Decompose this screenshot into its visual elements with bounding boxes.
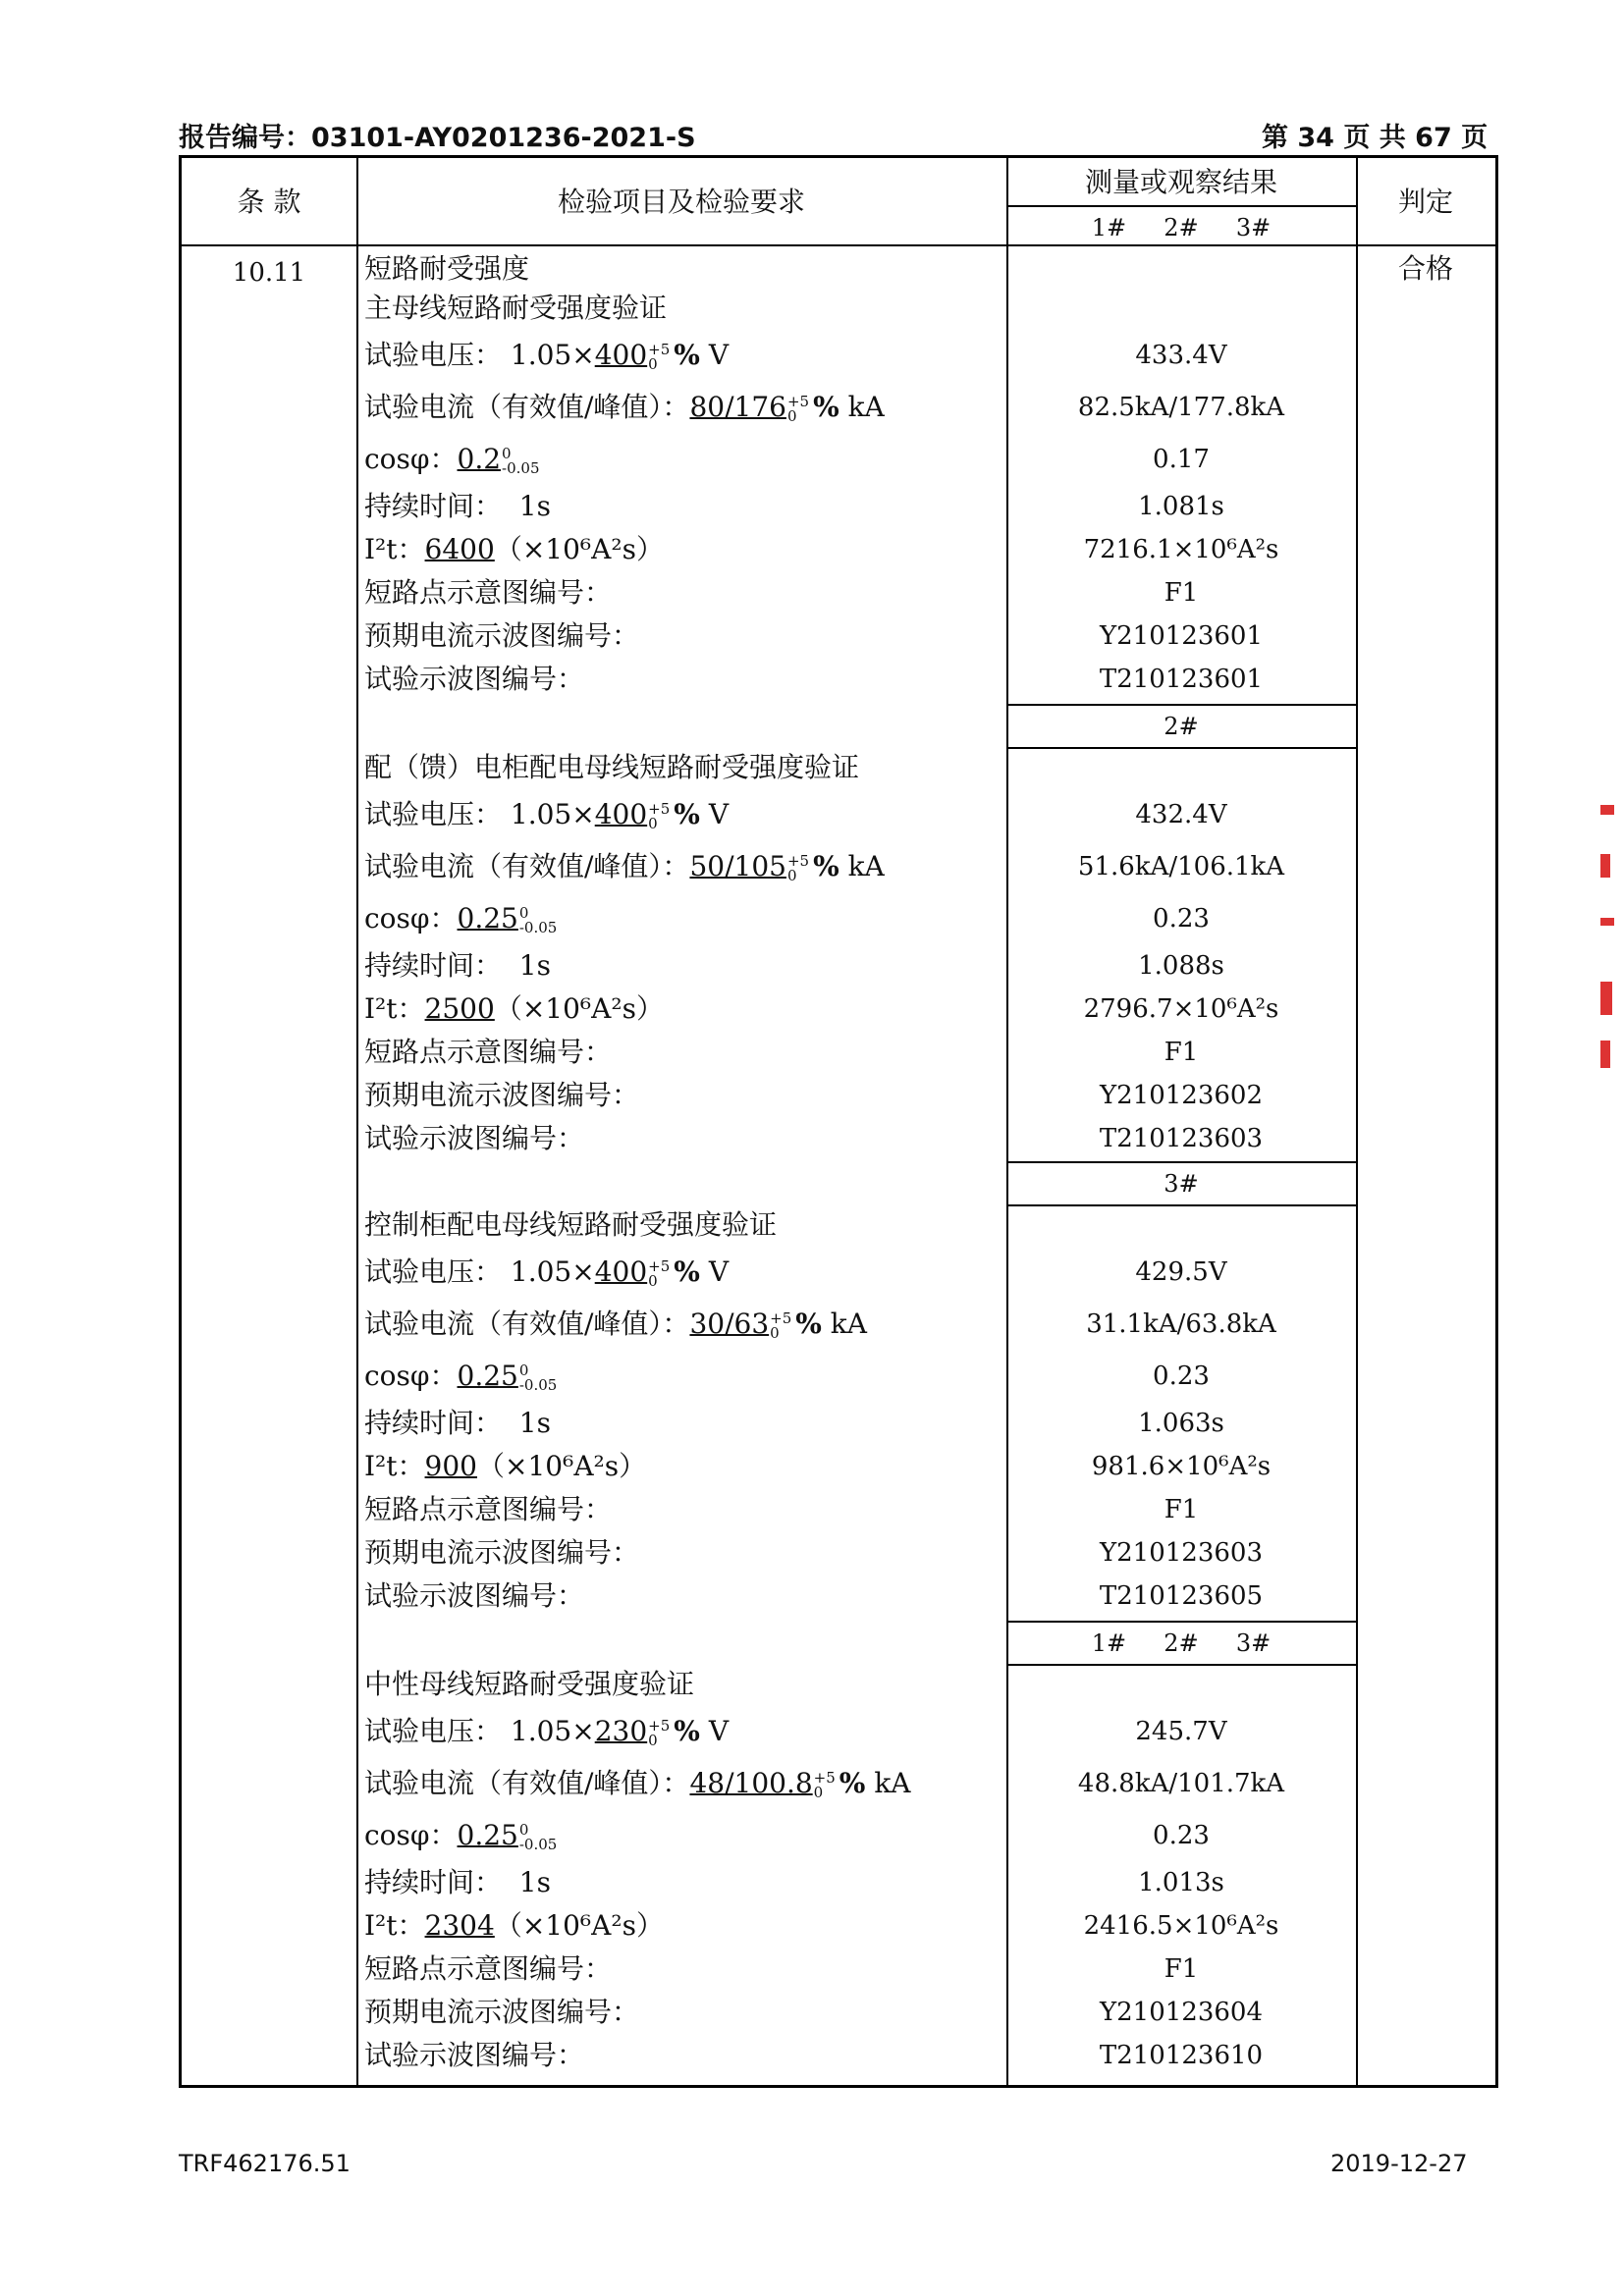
stamp-fragment <box>1600 805 1614 815</box>
current-unit: kA <box>830 1308 867 1340</box>
duration-requirement: 持续时间： 1s <box>364 1866 551 1898</box>
tolerance-lower: 0 <box>786 406 797 425</box>
measured-result: 432.4V <box>1135 800 1227 829</box>
test-table <box>179 155 1498 2088</box>
row-divider <box>1006 704 1356 706</box>
verdict-header: 判定 <box>1397 186 1453 218</box>
voltage-value: 400 <box>594 1255 648 1288</box>
cos-value: 0.25 <box>457 1819 518 1851</box>
current-requirement <box>364 391 885 424</box>
tolerance-stack <box>648 1256 671 1290</box>
i2t-value: 900 <box>424 1450 477 1482</box>
measured-result: 1.088s <box>1138 951 1224 981</box>
tolerance-lower: -0.05 <box>502 458 540 477</box>
current-value: 48/100.8 <box>689 1767 813 1799</box>
short-circuit-point-label: 短路点示意图编号： <box>364 1493 613 1525</box>
result-header: 测量或观察结果 <box>1084 166 1277 198</box>
tolerance-lower: -0.05 <box>518 1835 558 1853</box>
tolerance-upper: 0 <box>518 1820 529 1839</box>
tolerance-lower: 0 <box>813 1783 824 1801</box>
i2t-value: 2500 <box>424 992 495 1025</box>
header-divider <box>182 244 1495 246</box>
i2t-value: 6400 <box>424 533 495 565</box>
cos-label: cosφ： <box>364 1819 458 1851</box>
row-divider <box>1006 747 1356 749</box>
duration-requirement: 持续时间： 1s <box>364 490 551 522</box>
power-factor-requirement <box>364 902 561 935</box>
i2t-requirement <box>364 1909 664 1943</box>
cos-value: 0.25 <box>457 902 518 934</box>
power-factor-requirement <box>364 1819 561 1852</box>
tolerance-stack <box>519 1363 557 1393</box>
measured-result: F1 <box>1164 1495 1199 1524</box>
clause-number: 10.11 <box>232 258 306 288</box>
tolerance-upper: +5 <box>786 392 810 410</box>
measured-result: 2796.7×10⁶A²s <box>1083 994 1279 1024</box>
voltage-unit: V <box>708 339 730 371</box>
prospective-oscillogram-label: 预期电流示波图编号： <box>364 1996 640 2028</box>
tolerance-lower: 0 <box>648 354 658 373</box>
current-unit: kA <box>874 1767 911 1799</box>
current-value: 30/63 <box>689 1308 770 1340</box>
i2t-unit: （×10⁶A²s） <box>494 992 664 1025</box>
current-requirement <box>364 850 885 883</box>
measured-result: 1.063s <box>1138 1409 1224 1438</box>
duration-requirement: 持续时间： 1s <box>364 949 551 982</box>
cos-label: cosφ： <box>364 1360 458 1392</box>
form-date: 2019-12-27 <box>1330 2150 1468 2177</box>
voltage-value: 400 <box>594 339 648 371</box>
measured-result: 82.5kA/177.8kA <box>1077 393 1285 422</box>
short-circuit-point-label: 短路点示意图编号： <box>364 1952 613 1985</box>
current-unit: kA <box>847 391 885 423</box>
cos-label: cosφ： <box>364 443 458 475</box>
voltage-label: 试验电压： 1.05× <box>364 339 595 371</box>
tolerance-upper: +5 <box>648 799 671 818</box>
row-divider <box>1006 1161 1356 1163</box>
tolerance-stack <box>786 392 810 425</box>
voltage-unit: V <box>708 798 730 830</box>
voltage-requirement <box>364 1715 729 1748</box>
stamp-fragment <box>1600 982 1612 1015</box>
voltage-value: 400 <box>594 798 648 830</box>
i2t-value: 2304 <box>424 1909 495 1942</box>
tolerance-stack <box>813 1768 836 1801</box>
measured-result: F1 <box>1164 578 1199 608</box>
voltage-requirement <box>364 339 729 372</box>
sample-label: 2# <box>1164 713 1199 740</box>
tolerance-stack <box>648 1716 671 1749</box>
measured-result: 2416.5×10⁶A²s <box>1083 1911 1279 1941</box>
tolerance-stack <box>648 799 671 832</box>
i2t-requirement <box>364 992 664 1026</box>
measured-result: 245.7V <box>1135 1717 1227 1746</box>
measured-result: 31.1kA/63.8kA <box>1086 1309 1276 1339</box>
cos-label: cosφ： <box>364 902 458 934</box>
measured-result: 429.5V <box>1135 1257 1227 1287</box>
percent-sign: % <box>795 1308 822 1340</box>
tolerance-lower: -0.05 <box>518 1375 558 1394</box>
measured-result: T210123601 <box>1099 665 1264 694</box>
tolerance-lower: 0 <box>770 1323 780 1342</box>
tolerance-stack <box>786 851 810 884</box>
measured-result: Y210123604 <box>1099 1998 1264 2027</box>
i2t-unit: （×10⁶A²s） <box>494 1909 664 1942</box>
prospective-oscillogram-label: 预期电流示波图编号： <box>364 619 640 652</box>
i2t-label: I²t： <box>364 1450 425 1482</box>
tolerance-upper: 0 <box>518 1361 529 1379</box>
cos-value: 0.25 <box>457 1360 518 1392</box>
test-oscillogram-label: 试验示波图编号： <box>364 1122 585 1154</box>
stamp-fragment <box>1600 918 1614 926</box>
tolerance-upper: 0 <box>518 903 529 922</box>
tolerance-upper: +5 <box>648 340 671 358</box>
test-title: 短路耐受强度 <box>364 252 530 285</box>
voltage-unit: V <box>708 1715 730 1747</box>
tolerance-stack <box>518 903 558 936</box>
tolerance-lower: -0.05 <box>518 918 558 936</box>
i2t-requirement <box>364 1450 646 1483</box>
voltage-unit: V <box>708 1255 730 1288</box>
i2t-unit: （×10⁶A²s） <box>494 533 664 565</box>
voltage-value: 230 <box>594 1715 648 1747</box>
tolerance-lower: 0 <box>648 1731 658 1749</box>
short-circuit-point-label: 短路点示意图编号： <box>364 1036 613 1068</box>
voltage-label: 试验电压： 1.05× <box>364 1715 595 1747</box>
measured-result: 48.8kA/101.7kA <box>1077 1769 1285 1798</box>
measured-result: 1.081s <box>1138 492 1224 521</box>
tolerance-lower: 0 <box>786 866 797 884</box>
tolerance-upper: +5 <box>648 1256 671 1275</box>
item-header: 检验项目及检验要求 <box>557 186 805 218</box>
tolerance-lower: 0 <box>648 814 658 832</box>
percent-sign: % <box>674 798 700 830</box>
voltage-requirement <box>364 798 729 831</box>
measured-result: Y210123603 <box>1099 1538 1264 1568</box>
tolerance-stack <box>648 340 671 373</box>
measured-result: 1.013s <box>1138 1868 1224 1897</box>
measured-result: T210123603 <box>1099 1124 1264 1153</box>
voltage-requirement <box>364 1255 729 1289</box>
measured-result: 433.4V <box>1135 341 1227 370</box>
tolerance-upper: +5 <box>813 1768 836 1787</box>
percent-sign: % <box>839 1767 866 1799</box>
sample-label: 3# <box>1164 1170 1199 1198</box>
measured-result: 51.6kA/106.1kA <box>1077 852 1285 881</box>
report-number: 报告编号：03101-AY0201236-2021-S <box>179 123 696 153</box>
test-oscillogram-label: 试验示波图编号： <box>364 1579 585 1612</box>
i2t-requirement <box>364 533 664 566</box>
measured-result: T210123610 <box>1099 2041 1264 2070</box>
current-label: 试验电流（有效值/峰值）： <box>364 1308 690 1340</box>
current-unit: kA <box>847 850 885 882</box>
i2t-label: I²t： <box>364 1909 425 1942</box>
measured-result: 0.23 <box>1153 1362 1210 1391</box>
prospective-oscillogram-label: 预期电流示波图编号： <box>364 1079 640 1111</box>
current-label: 试验电流（有效值/峰值）： <box>364 850 690 882</box>
tolerance-upper: 0 <box>502 444 512 462</box>
current-label: 试验电流（有效值/峰值）： <box>364 391 690 423</box>
tolerance-stack <box>518 1820 558 1853</box>
percent-sign: % <box>674 1715 700 1747</box>
measured-result: 7216.1×10⁶A²s <box>1083 535 1279 564</box>
prospective-oscillogram-label: 预期电流示波图编号： <box>364 1536 640 1569</box>
current-value: 80/176 <box>689 391 786 423</box>
section-title: 配（馈）电柜配电母线短路耐受强度验证 <box>364 751 860 783</box>
tolerance-upper: +5 <box>786 851 810 870</box>
current-requirement <box>364 1767 911 1800</box>
page-number: 第 34 页 共 67 页 <box>1262 123 1489 153</box>
section-title: 中性母线短路耐受强度验证 <box>364 1668 695 1700</box>
test-oscillogram-label: 试验示波图编号： <box>364 2039 585 2071</box>
measured-result: T210123605 <box>1099 1581 1264 1611</box>
cos-value: 0.2 <box>457 443 502 475</box>
i2t-label: I²t： <box>364 533 425 565</box>
form-code: TRF462176.51 <box>179 2150 351 2177</box>
current-value: 50/105 <box>689 850 786 882</box>
current-label: 试验电流（有效值/峰值）： <box>364 1767 690 1799</box>
section-title: 控制柜配电母线短路耐受强度验证 <box>364 1208 778 1241</box>
percent-sign: % <box>813 391 839 423</box>
column-divider <box>356 158 358 2085</box>
tolerance-lower: 0 <box>648 1271 658 1290</box>
section-title: 主母线短路耐受强度验证 <box>364 292 668 324</box>
clause-header: 条 款 <box>237 186 301 218</box>
measured-result: 981.6×10⁶A²s <box>1091 1452 1272 1481</box>
sample-header: 1# 2# 3# <box>1091 214 1272 241</box>
stamp-fragment <box>1600 1041 1610 1068</box>
current-requirement <box>364 1308 867 1341</box>
measured-result: 0.23 <box>1153 1821 1210 1850</box>
percent-sign: % <box>674 1255 700 1288</box>
test-oscillogram-label: 试验示波图编号： <box>364 663 585 695</box>
percent-sign: % <box>674 339 700 371</box>
percent-sign: % <box>813 850 839 882</box>
column-divider <box>1356 158 1358 2085</box>
measured-result: F1 <box>1164 1038 1199 1067</box>
measured-result: Y210123602 <box>1099 1081 1264 1110</box>
row-divider <box>1006 205 1356 207</box>
sample-label: 1# 2# 3# <box>1091 1629 1272 1657</box>
tolerance-upper: +5 <box>770 1308 792 1327</box>
voltage-label: 试验电压： 1.05× <box>364 798 595 830</box>
row-divider <box>1006 1621 1356 1623</box>
stamp-fragment <box>1600 854 1610 878</box>
measured-result: F1 <box>1164 1954 1199 1984</box>
i2t-label: I²t： <box>364 992 425 1025</box>
tolerance-stack <box>770 1308 792 1342</box>
voltage-label: 试验电压： 1.05× <box>364 1255 595 1288</box>
short-circuit-point-label: 短路点示意图编号： <box>364 576 613 609</box>
duration-requirement: 持续时间： 1s <box>364 1407 551 1439</box>
measured-result: 0.23 <box>1153 904 1210 934</box>
measured-result: 0.17 <box>1153 445 1210 474</box>
verdict: 合格 <box>1397 252 1453 285</box>
tolerance-stack <box>502 444 540 477</box>
tolerance-upper: +5 <box>648 1716 671 1735</box>
row-divider <box>1006 1664 1356 1666</box>
measured-result: Y210123601 <box>1099 621 1264 651</box>
power-factor-requirement <box>364 1360 561 1393</box>
row-divider <box>1006 1204 1356 1206</box>
power-factor-requirement <box>364 443 544 476</box>
i2t-unit: （×10⁶A²s） <box>477 1450 647 1482</box>
